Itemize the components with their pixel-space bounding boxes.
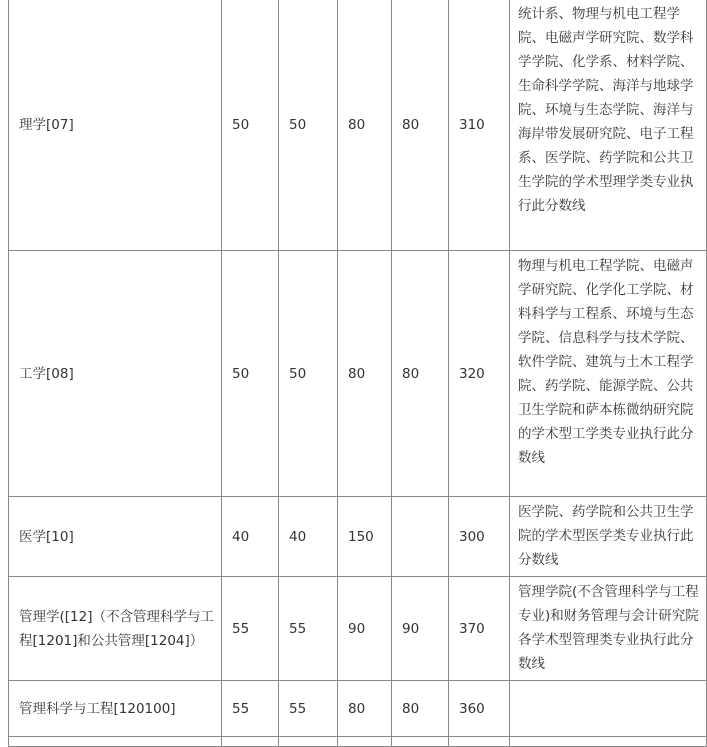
score-cell: 50 — [222, 0, 279, 251]
score-cell: 55 — [222, 681, 279, 737]
table-row — [9, 497, 707, 577]
notes-cell: 物理与机电工程学院、电磁声学研究院、化学化工学院、材料科学与工程系、环境与生态学院、信息科学与技术学院、软件学院、建筑与土木工程学院、药学院、能源学院、公共卫生学院和萨本栋微纳研究院的学术型工学类专业执行此分数线 — [510, 251, 707, 497]
subject-cell: 工学[08] — [9, 251, 222, 497]
subject-cell: 医学[10] — [9, 497, 222, 577]
subject-cell: 管理学([12]（不含管理科学与工程[1201]和公共管理[1204]） — [9, 577, 222, 681]
empty-cell — [449, 737, 510, 747]
empty-cell — [338, 737, 392, 747]
table-row — [9, 0, 707, 251]
score-cell: 80 — [338, 681, 392, 737]
notes-cell — [510, 681, 707, 737]
score-table — [8, 0, 707, 747]
score-cell: 150 — [338, 497, 392, 577]
score-cell — [392, 497, 449, 577]
subject-cell: 理学[07] — [9, 0, 222, 251]
score-cell: 80 — [392, 251, 449, 497]
score-cell: 50 — [222, 251, 279, 497]
score-cell: 90 — [392, 577, 449, 681]
table-row — [9, 681, 707, 737]
score-cell: 55 — [279, 681, 338, 737]
empty-cell — [392, 737, 449, 747]
empty-cell — [510, 737, 707, 747]
table-row — [9, 737, 707, 747]
total-score-cell: 360 — [449, 681, 510, 737]
total-score-cell: 320 — [449, 251, 510, 497]
notes-cell: 管理学院(不含管理科学与工程专业)和财务管理与会计研究院各学术型管理类专业执行此分数线 — [510, 577, 707, 681]
score-cell: 50 — [279, 251, 338, 497]
empty-cell — [9, 737, 222, 747]
score-cell: 50 — [279, 0, 338, 251]
score-cell: 55 — [222, 577, 279, 681]
score-cell: 40 — [279, 497, 338, 577]
score-cell: 90 — [338, 577, 392, 681]
subject-cell: 管理科学与工程[120100] — [9, 681, 222, 737]
empty-cell — [279, 737, 338, 747]
table-row — [9, 251, 707, 497]
score-cell: 80 — [392, 0, 449, 251]
empty-cell — [222, 737, 279, 747]
score-cell: 80 — [338, 251, 392, 497]
total-score-cell: 300 — [449, 497, 510, 577]
score-cell: 80 — [392, 681, 449, 737]
score-cell: 80 — [338, 0, 392, 251]
total-score-cell: 310 — [449, 0, 510, 251]
notes-cell: 统计系、物理与机电工程学院、电磁声学研究院、数学科学学院、化学系、材料学院、生命科学学院、海洋与地球学院、环境与生态学院、海洋与海岸带发展研究院、电子工程系、医学院、药学院和公共卫生学院的学术型理学类专业执行此分数线 — [510, 0, 707, 251]
score-cell: 40 — [222, 497, 279, 577]
table-row — [9, 577, 707, 681]
total-score-cell: 370 — [449, 577, 510, 681]
score-cell: 55 — [279, 577, 338, 681]
notes-cell: 医学院、药学院和公共卫生学院的学术型医学类专业执行此分数线 — [510, 497, 707, 577]
